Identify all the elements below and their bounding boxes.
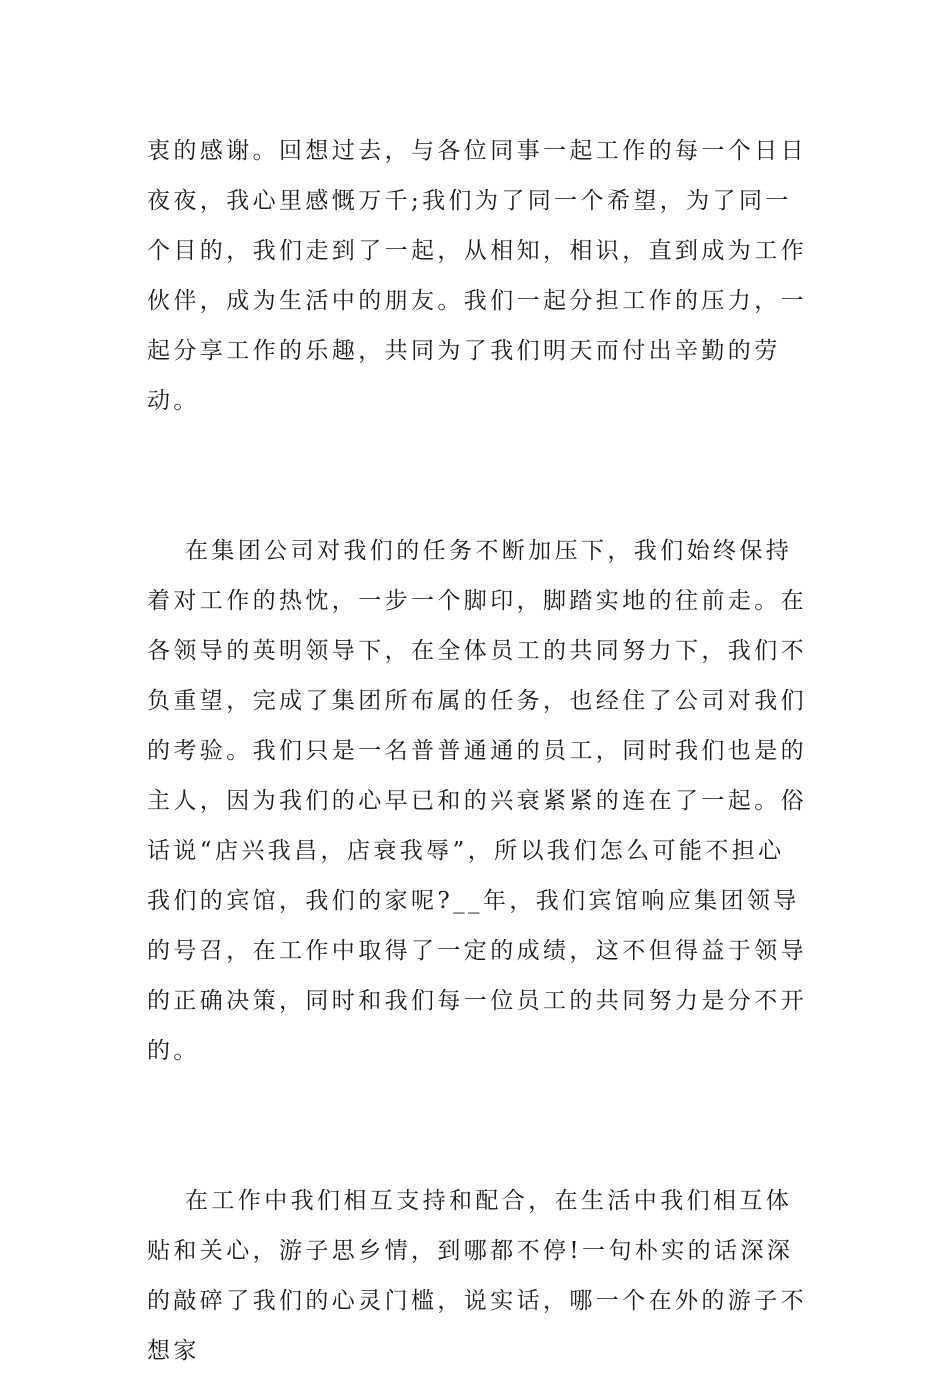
paragraph-spacer bbox=[147, 1076, 807, 1176]
paragraph-2: 在集团公司对我们的任务不断加压下，我们始终保持着对工作的热忱，一步一个脚印，脚踏实地的往前走。在各领导的英明领导下，在全体员工的共同努力下，我们不负重望，完成了集团所布属的任务，也经住了公司对我们的考验。我们只是一名普普通通的员工，同时我们也是的主人，因为我们的心早已和的兴衰紧紧的连在了一起。俗话说“店兴我昌，店衰我辱”，所以我们怎么可能不担心我们的宾馆，我们的家呢?__年，我们宾馆响应集团领导的号召，在工作中取得了一定的成绩，这不但得益于领导的正确决策，同时和我们每一位员工的共同努力是分不开的。 bbox=[147, 538, 807, 1064]
paragraph-1: 衷的感谢。回想过去，与各位同事一起工作的每一个日日夜夜，我心里感慨万千;我们为了同一个希望，为了同一个目的，我们走到了一起，从相知，相识，直到成为工作伙伴，成为生活中的朋友。我们一起分担工作的压力，一起分享工作的乐趣，共同为了我们明天而付出辛勤的劳动。 bbox=[147, 138, 807, 414]
paragraph-3: 在工作中我们相互支持和配合，在生活中我们相互体贴和关心，游子思乡情，到哪都不停!一句朴实的话深深的敲碎了我们的心灵门槛，说实话，哪一个在外的游子不想家 bbox=[147, 1188, 807, 1364]
paragraph-spacer bbox=[147, 426, 807, 526]
document-body bbox=[147, 126, 807, 1376]
